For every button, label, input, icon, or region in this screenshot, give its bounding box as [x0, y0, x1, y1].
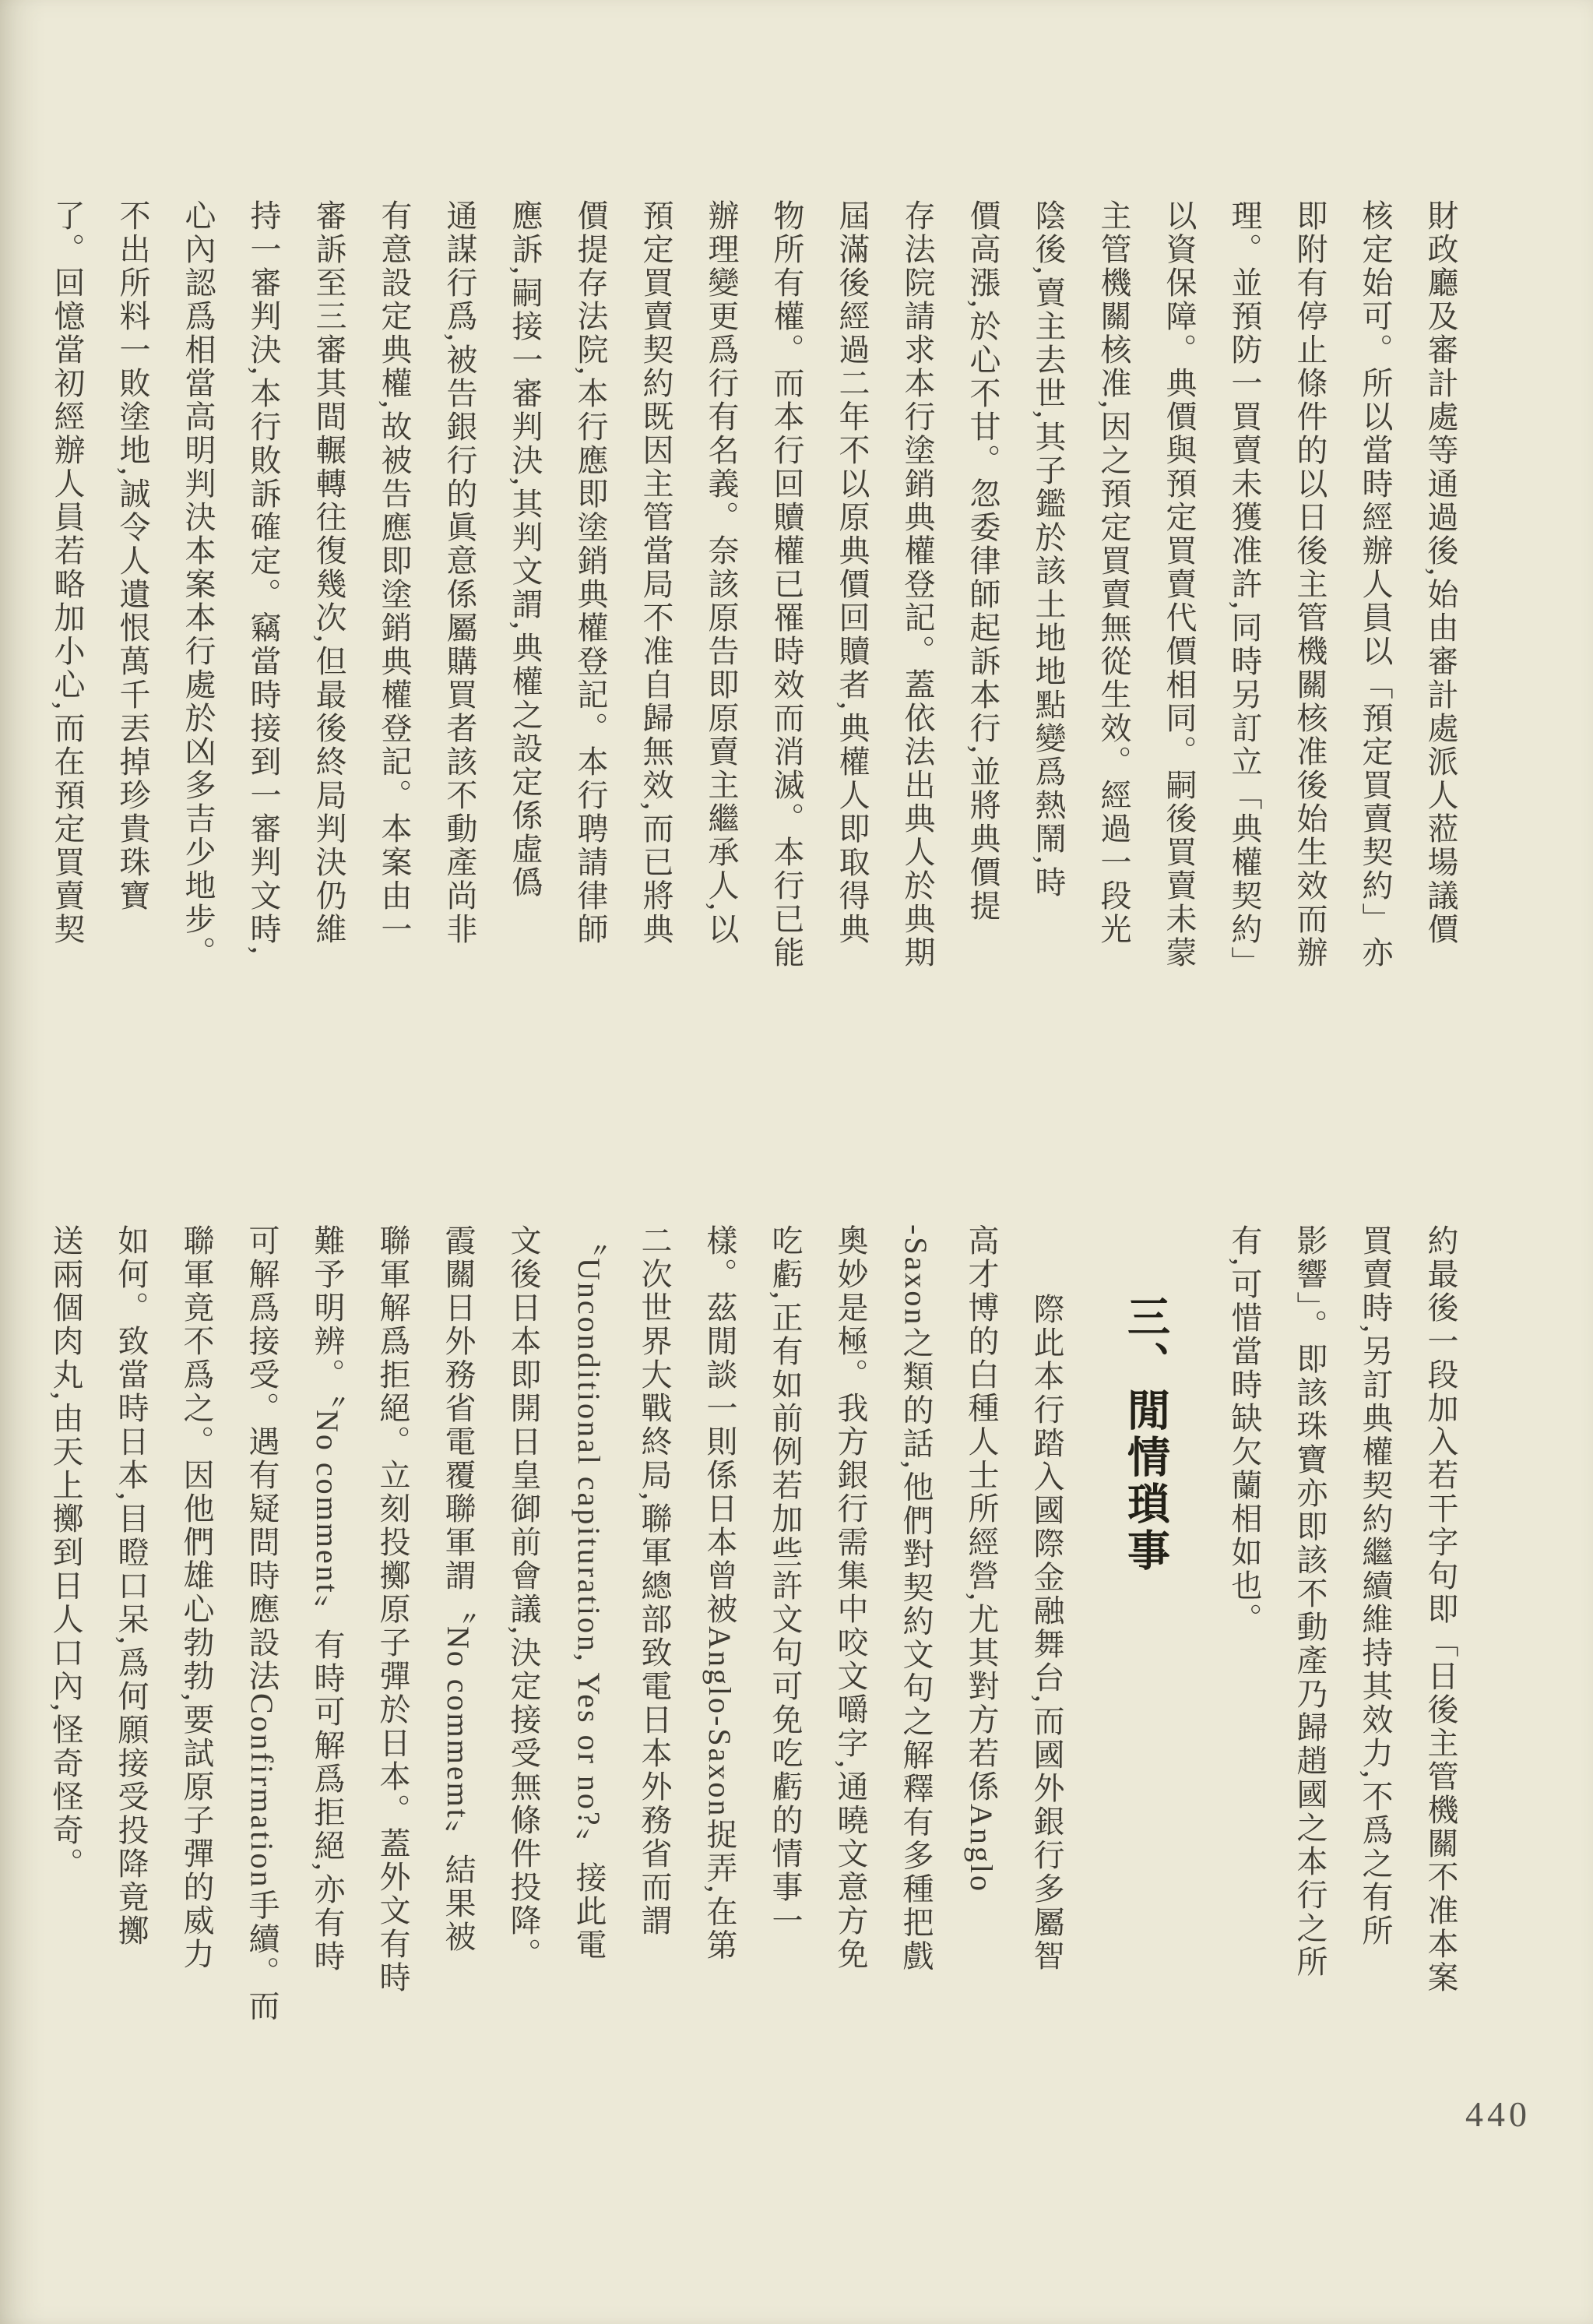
text-column: 二次世界大戰終局,聯軍總部致電日本外務省而謂 [637, 1224, 672, 1938]
text-column: 樣。茲閒談一則係日本曾被Anglo-Saxon捉弄,在第 [702, 1224, 737, 1963]
text-column: 主管機關核准,因之預定買賣無從生效。經過一段光 [1096, 199, 1131, 946]
text-column: 價高漲,於心不甘。忽委律師起訴本行,並將典價提 [965, 199, 1000, 923]
text-column: 文後日本即開日皇御前會議,決定接受無條件投降。 [506, 1224, 541, 1971]
text-column: 物所有權。而本行回贖權已罹時效而消滅。本行已能 [769, 199, 804, 970]
text-column: 以資保障。典價與預定買賣代價相同。嗣後買賣未蒙 [1162, 199, 1197, 970]
text-column: 辦理變更爲行有名義。奈該原告即原賣主繼承人,以 [704, 199, 739, 946]
text-column: 審訴至三審其間輾轉往復幾次,但最後終局判決仍維 [311, 199, 346, 946]
text-column: 即附有停止條件的以日後主管機關核准後始生效而辦 [1292, 199, 1328, 970]
text-column: 持一審判決,本行敗訴確定。竊當時接到一審判文時, [246, 199, 281, 956]
top-text-block [31, 199, 1473, 1009]
text-column: 應訴,嗣接一審判決,其判文謂,典權之設定係虛僞 [508, 199, 543, 900]
text-column: 奧妙是極。我方銀行需集中咬文嚼字,通曉文意方免 [833, 1224, 868, 1971]
text-column: -Saxon之類的話,他們對契約文句之解釋有多種把戲 [898, 1224, 934, 1974]
text-column: 屆滿後經過二年不以原典價回贖者,典權人即取得典 [835, 199, 870, 946]
text-column: 陰後,賣主去世,其子鑑於該土地地點變爲熱鬧,時 [1031, 199, 1066, 900]
text-column: 難予明辨。〝No comment〞有時可解爲拒絕,亦有時 [310, 1224, 345, 1974]
text-column: 買賣時,另訂典權契約繼續維持其效力,不爲之有所 [1358, 1224, 1393, 1948]
text-column: 不出所料一敗塗地,誠令人遺恨萬千丟掉珍貴珠寶 [115, 199, 150, 913]
section-heading: 三、閒情瑣事 [1121, 1294, 1169, 1575]
text-column: 〝Unconditional capituration, Yes or no?〞接此電 [571, 1224, 607, 1962]
text-column: 可解爲接受。遇有疑問時應設法Confirmation手續。而 [244, 1224, 280, 2023]
text-column: 如何。致當時日本,目瞪口呆,爲何願接受投降竟擲 [114, 1224, 149, 1948]
text-column: 霞關日外務省電覆聯軍謂〝No commemt〞結果被 [441, 1224, 476, 1954]
text-column: 了。回憶當初經辦人員若略加小心,而在預定買賣契 [50, 199, 85, 946]
text-column: 有意設定典權,故被告應即塗銷典權登記。本案由一 [377, 199, 412, 946]
text-column: 聯軍解爲拒絕。立刻投擲原子彈於日本。蓋外文有時 [375, 1224, 410, 1995]
text-column: 理。並預防一買賣未獲准許,同時另訂立「典權契約」 [1227, 199, 1262, 980]
text-column: 心內認爲相當高明判決本案本行處於凶多吉少地步。 [181, 199, 216, 970]
text-column: 通謀行爲,被告銀行的眞意係屬購買者該不動產尚非 [442, 199, 477, 946]
text-column: 高才博的白種人士所經營,尤其對方若係Anglo [964, 1224, 999, 1893]
text-column: 有,可惜當時缺欠蘭相如也。 [1227, 1224, 1262, 1636]
text-column: 核定始可。所以當時經辦人員以「預定買賣契約」亦 [1358, 199, 1393, 970]
text-column: 吃虧,正有如前例若加些許文句可免吃虧的情事一 [768, 1224, 803, 1938]
text-column: 財政廳及審計處等通過後,始由審計處派人蒞場議價 [1423, 199, 1458, 946]
page-number: 440 [1465, 2094, 1531, 2134]
text-column: 際此本行踏入國際金融舞台,而國外銀行多屬智 [1029, 1293, 1064, 1973]
text-column: 影響」。即該珠寶亦即該不動產乃歸趙國之本行之所 [1292, 1224, 1328, 1979]
text-column: 價提存法院,本行應即塗銷典權登記。本行聘請律師 [573, 199, 608, 946]
text-column: 送兩個肉丸,由天上擲到日人口內,怪奇怪奇。 [48, 1224, 83, 1881]
bottom-text-block [28, 1224, 1473, 2026]
text-column: 存法院請求本行塗銷典權登記。蓋依法出典人於典期 [900, 199, 935, 970]
text-column: 約最後一段加入若干字句即「日後主管機關不准本案 [1423, 1224, 1458, 1995]
text-column: 聯軍竟不爲之。因他們雄心勃勃,要試原子彈的威力 [179, 1224, 214, 1971]
text-column: 預定買賣契約既因主管當局不准自歸無效,而已將典 [638, 199, 673, 946]
